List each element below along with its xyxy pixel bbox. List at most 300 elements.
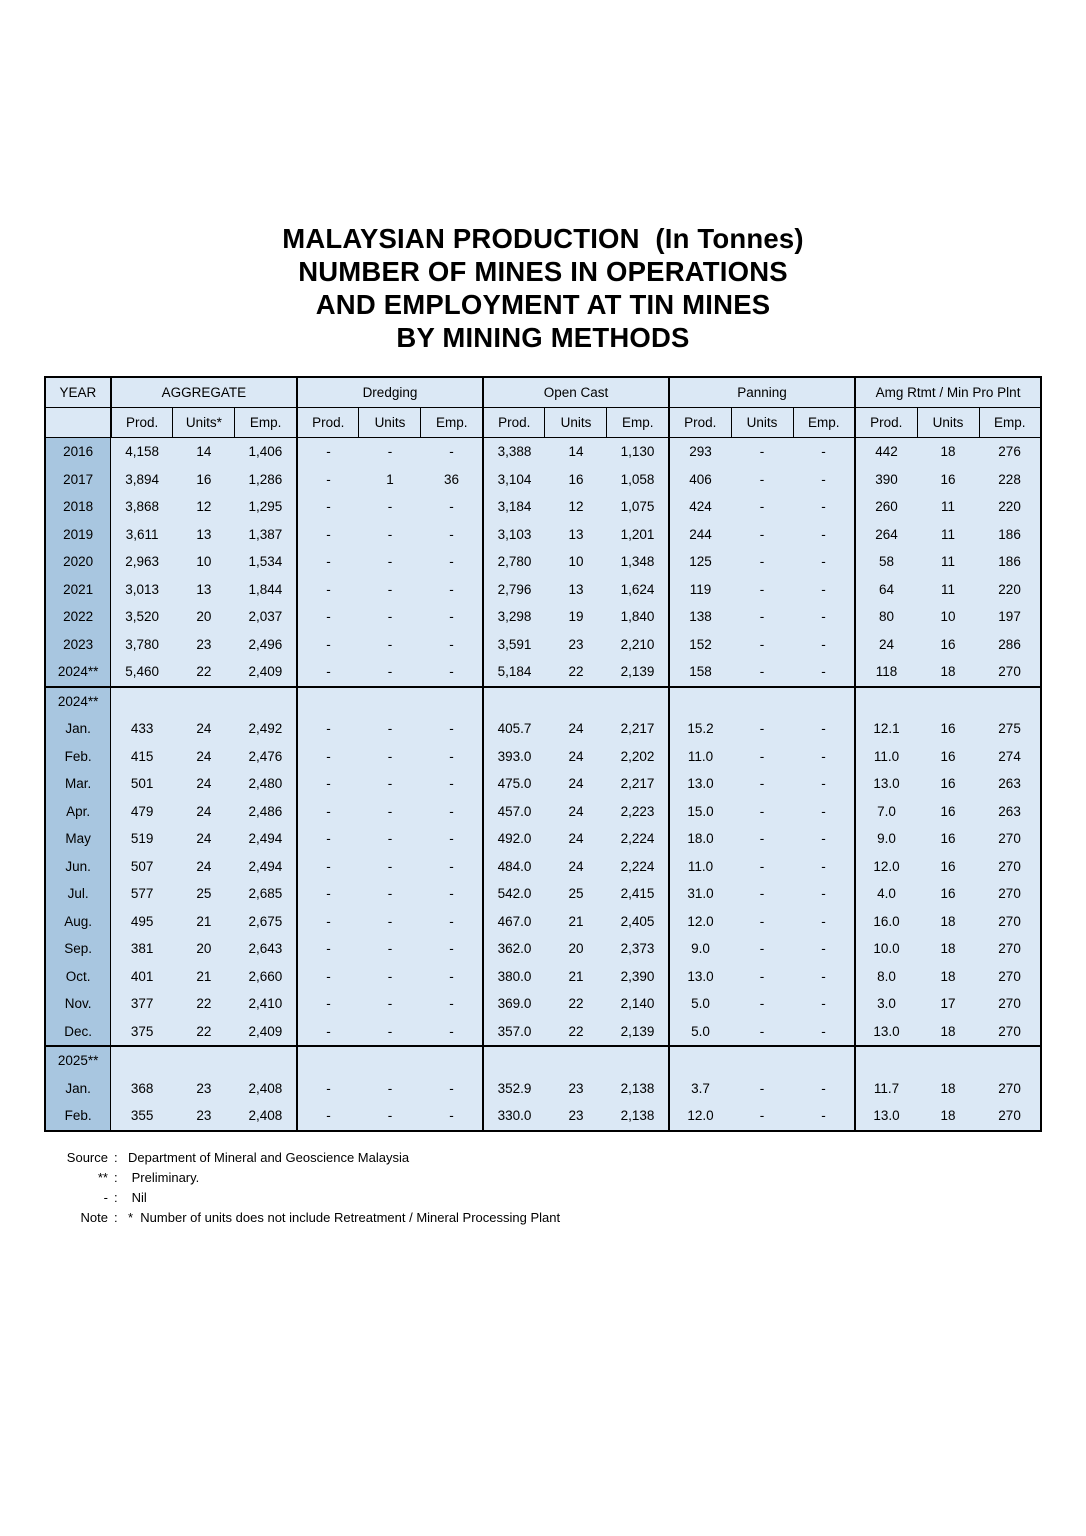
cell-panning-emp: - xyxy=(793,853,855,881)
cell-panning-prod xyxy=(669,687,731,716)
cell-amalgam-prod: 13.0 xyxy=(855,770,917,798)
cell-dredging-units: - xyxy=(359,825,421,853)
cell-amalgam-units: 11 xyxy=(917,521,979,549)
table-row xyxy=(45,990,1041,1018)
row-period-label: 2024** xyxy=(45,687,111,716)
title-line-3: AND EMPLOYMENT AT TIN MINES xyxy=(315,289,771,320)
cell-panning-units: - xyxy=(731,603,793,631)
table-row xyxy=(45,908,1041,936)
cell-amalgam-prod: 12.0 xyxy=(855,853,917,881)
cell-amalgam-units: 10 xyxy=(917,603,979,631)
cell-opencast-units: 10 xyxy=(545,548,607,576)
note-colon: : xyxy=(114,1169,118,1185)
note-colon: : xyxy=(114,1149,118,1165)
cell-aggregate-units: 23 xyxy=(173,631,235,659)
cell-panning-units: - xyxy=(731,631,793,659)
cell-amalgam-emp xyxy=(979,1046,1041,1075)
cell-opencast-prod: 484.0 xyxy=(483,853,545,881)
cell-amalgam-emp: 270 xyxy=(979,935,1041,963)
cell-opencast-prod: 352.9 xyxy=(483,1075,545,1103)
cell-panning-units: - xyxy=(731,963,793,991)
cell-aggregate-prod: 3,611 xyxy=(111,521,173,549)
cell-aggregate-emp: 2,037 xyxy=(235,603,297,631)
cell-aggregate-emp: 1,295 xyxy=(235,493,297,521)
cell-aggregate-prod: 401 xyxy=(111,963,173,991)
cell-dredging-prod: - xyxy=(297,658,359,687)
cell-opencast-emp: 2,217 xyxy=(607,715,669,743)
row-period-label: 2025** xyxy=(45,1046,111,1075)
row-period-label: Apr. xyxy=(45,798,111,826)
cell-dredging-prod: - xyxy=(297,935,359,963)
cell-amalgam-units: 16 xyxy=(917,466,979,494)
cell-amalgam-emp: 197 xyxy=(979,603,1041,631)
cell-panning-units xyxy=(731,687,793,716)
cell-opencast-units: 24 xyxy=(545,770,607,798)
cell-amalgam-emp: 270 xyxy=(979,880,1041,908)
cell-dredging-emp: - xyxy=(421,1018,483,1047)
cell-opencast-prod: 3,104 xyxy=(483,466,545,494)
cell-opencast-prod: 5,184 xyxy=(483,658,545,687)
cell-opencast-prod: 3,184 xyxy=(483,493,545,521)
cell-dredging-emp: - xyxy=(421,963,483,991)
cell-aggregate-units: 12 xyxy=(173,493,235,521)
cell-opencast-emp: 2,405 xyxy=(607,908,669,936)
cell-amalgam-units: 11 xyxy=(917,493,979,521)
cell-amalgam-prod: 260 xyxy=(855,493,917,521)
cell-aggregate-units xyxy=(173,1046,235,1075)
cell-opencast-units: 24 xyxy=(545,825,607,853)
cell-dredging-units: - xyxy=(359,880,421,908)
cell-amalgam-prod: 9.0 xyxy=(855,825,917,853)
cell-amalgam-prod: 442 xyxy=(855,438,917,466)
note-row xyxy=(50,1168,1036,1188)
cell-aggregate-emp: 2,494 xyxy=(235,853,297,881)
row-period-label: 2018 xyxy=(45,493,111,521)
cell-aggregate-units: 22 xyxy=(173,1018,235,1047)
cell-opencast-emp: 1,058 xyxy=(607,466,669,494)
cell-dredging-prod: - xyxy=(297,521,359,549)
cell-dredging-units: - xyxy=(359,743,421,771)
cell-aggregate-prod: 5,460 xyxy=(111,658,173,687)
cell-panning-units: - xyxy=(731,743,793,771)
cell-opencast-emp: 1,840 xyxy=(607,603,669,631)
cell-amalgam-prod: 64 xyxy=(855,576,917,604)
table-row xyxy=(45,963,1041,991)
cell-amalgam-units: 18 xyxy=(917,1075,979,1103)
cell-dredging-emp: - xyxy=(421,798,483,826)
cell-aggregate-prod: 577 xyxy=(111,880,173,908)
cell-aggregate-prod: 507 xyxy=(111,853,173,881)
note-label: Note xyxy=(80,1209,108,1225)
row-period-label: Jul. xyxy=(45,880,111,908)
cell-amalgam-emp: 270 xyxy=(979,658,1041,687)
note-row xyxy=(50,1188,1036,1208)
header-year: YEAR xyxy=(45,377,111,408)
cell-dredging-prod: - xyxy=(297,715,359,743)
cell-dredging-emp: - xyxy=(421,990,483,1018)
cell-dredging-units: - xyxy=(359,935,421,963)
cell-panning-emp: - xyxy=(793,990,855,1018)
cell-aggregate-prod: 377 xyxy=(111,990,173,1018)
cell-amalgam-emp: 220 xyxy=(979,493,1041,521)
row-period-label: 2017 xyxy=(45,466,111,494)
cell-opencast-units: 22 xyxy=(545,1018,607,1047)
table-row xyxy=(45,548,1041,576)
table-row xyxy=(45,1102,1041,1131)
cell-amalgam-emp: 220 xyxy=(979,576,1041,604)
cell-panning-emp: - xyxy=(793,603,855,631)
cell-aggregate-emp: 2,480 xyxy=(235,770,297,798)
cell-dredging-emp: - xyxy=(421,576,483,604)
row-period-label: Dec. xyxy=(45,1018,111,1047)
header-group-aggregate: AGGREGATE xyxy=(111,377,297,408)
cell-opencast-emp: 2,139 xyxy=(607,1018,669,1047)
row-period-label: Nov. xyxy=(45,990,111,1018)
row-period-label: May xyxy=(45,825,111,853)
note-row xyxy=(50,1208,1036,1228)
cell-aggregate-emp: 1,406 xyxy=(235,438,297,466)
cell-opencast-emp: 2,415 xyxy=(607,880,669,908)
cell-opencast-prod: 3,591 xyxy=(483,631,545,659)
cell-panning-units: - xyxy=(731,770,793,798)
cell-aggregate-prod: 3,894 xyxy=(111,466,173,494)
table-row xyxy=(45,825,1041,853)
cell-amalgam-emp: 263 xyxy=(979,770,1041,798)
cell-aggregate-units: 24 xyxy=(173,825,235,853)
cell-amalgam-units xyxy=(917,687,979,716)
cell-dredging-emp: - xyxy=(421,521,483,549)
row-period-label: Sep. xyxy=(45,935,111,963)
table-body xyxy=(45,438,1041,1131)
cell-panning-emp: - xyxy=(793,963,855,991)
cell-dredging-emp: - xyxy=(421,603,483,631)
cell-panning-prod: 424 xyxy=(669,493,731,521)
cell-opencast-emp: 1,348 xyxy=(607,548,669,576)
cell-aggregate-prod: 3,868 xyxy=(111,493,173,521)
cell-panning-prod: 13.0 xyxy=(669,770,731,798)
title-line-1: MALAYSIAN PRODUCTION (In Tonnes) xyxy=(282,223,804,254)
cell-dredging-prod: - xyxy=(297,770,359,798)
cell-aggregate-emp: 2,496 xyxy=(235,631,297,659)
cell-panning-prod: 3.7 xyxy=(669,1075,731,1103)
cell-panning-emp: - xyxy=(793,715,855,743)
cell-dredging-emp: - xyxy=(421,493,483,521)
cell-panning-prod: 12.0 xyxy=(669,1102,731,1131)
note-colon: : xyxy=(114,1189,118,1205)
table-row xyxy=(45,603,1041,631)
row-period-label: 2019 xyxy=(45,521,111,549)
cell-panning-units: - xyxy=(731,438,793,466)
cell-opencast-prod xyxy=(483,687,545,716)
cell-opencast-emp xyxy=(607,687,669,716)
row-period-label: Feb. xyxy=(45,743,111,771)
note-label: Source xyxy=(66,1149,108,1165)
cell-dredging-units: - xyxy=(359,770,421,798)
cell-panning-prod: 119 xyxy=(669,576,731,604)
cell-dredging-units: - xyxy=(359,1075,421,1103)
cell-aggregate-prod: 381 xyxy=(111,935,173,963)
table-row xyxy=(45,1046,1041,1075)
header-group-amalgam: Amg Rtmt / Min Pro Plnt xyxy=(855,377,1041,408)
cell-opencast-emp: 2,224 xyxy=(607,853,669,881)
cell-amalgam-prod: 10.0 xyxy=(855,935,917,963)
cell-dredging-units xyxy=(359,687,421,716)
cell-opencast-units: 24 xyxy=(545,853,607,881)
cell-aggregate-prod: 3,013 xyxy=(111,576,173,604)
cell-dredging-prod: - xyxy=(297,603,359,631)
cell-dredging-prod: - xyxy=(297,798,359,826)
table-row xyxy=(45,715,1041,743)
cell-aggregate-prod: 368 xyxy=(111,1075,173,1103)
cell-aggregate-emp xyxy=(235,1046,297,1075)
cell-panning-emp: - xyxy=(793,631,855,659)
cell-aggregate-emp: 2,410 xyxy=(235,990,297,1018)
cell-aggregate-emp: 2,660 xyxy=(235,963,297,991)
cell-opencast-prod: 3,298 xyxy=(483,603,545,631)
note-colon: : xyxy=(114,1209,118,1225)
cell-amalgam-units: 11 xyxy=(917,548,979,576)
table-row xyxy=(45,438,1041,466)
row-period-label: Jun. xyxy=(45,853,111,881)
cell-dredging-prod: - xyxy=(297,853,359,881)
subheader-opencast-emp: Emp. xyxy=(607,408,669,438)
cell-amalgam-emp xyxy=(979,687,1041,716)
cell-aggregate-emp: 1,387 xyxy=(235,521,297,549)
cell-aggregate-prod xyxy=(111,1046,173,1075)
row-period-label: Jan. xyxy=(45,715,111,743)
cell-aggregate-units: 22 xyxy=(173,658,235,687)
cell-dredging-prod: - xyxy=(297,1075,359,1103)
cell-dredging-units: - xyxy=(359,438,421,466)
cell-dredging-prod xyxy=(297,1046,359,1075)
table-row xyxy=(45,743,1041,771)
cell-dredging-prod: - xyxy=(297,466,359,494)
cell-panning-prod: 18.0 xyxy=(669,825,731,853)
cell-dredging-prod: - xyxy=(297,880,359,908)
cell-panning-prod: 5.0 xyxy=(669,1018,731,1047)
cell-dredging-emp: - xyxy=(421,880,483,908)
cell-opencast-units: 16 xyxy=(545,466,607,494)
cell-opencast-prod: 2,780 xyxy=(483,548,545,576)
cell-panning-emp: - xyxy=(793,658,855,687)
cell-amalgam-units: 16 xyxy=(917,825,979,853)
cell-opencast-emp: 1,075 xyxy=(607,493,669,521)
cell-dredging-emp: 36 xyxy=(421,466,483,494)
cell-opencast-units: 22 xyxy=(545,990,607,1018)
cell-dredging-emp: - xyxy=(421,631,483,659)
cell-aggregate-emp: 2,492 xyxy=(235,715,297,743)
cell-panning-emp: - xyxy=(793,880,855,908)
cell-amalgam-units: 16 xyxy=(917,880,979,908)
page-title xyxy=(0,0,1086,354)
cell-opencast-prod: 2,796 xyxy=(483,576,545,604)
cell-aggregate-units: 24 xyxy=(173,770,235,798)
cell-opencast-emp: 2,138 xyxy=(607,1102,669,1131)
cell-dredging-emp: - xyxy=(421,770,483,798)
cell-amalgam-prod: 13.0 xyxy=(855,1018,917,1047)
cell-dredging-units: - xyxy=(359,603,421,631)
cell-opencast-prod: 467.0 xyxy=(483,908,545,936)
title-line-2: NUMBER OF MINES IN OPERATIONS xyxy=(298,256,788,287)
table-row xyxy=(45,770,1041,798)
cell-opencast-prod: 393.0 xyxy=(483,743,545,771)
cell-opencast-emp xyxy=(607,1046,669,1075)
cell-aggregate-emp: 2,486 xyxy=(235,798,297,826)
cell-aggregate-prod: 2,963 xyxy=(111,548,173,576)
cell-aggregate-prod: 3,520 xyxy=(111,603,173,631)
subheader-dredging-emp: Emp. xyxy=(421,408,483,438)
cell-aggregate-units: 24 xyxy=(173,743,235,771)
cell-panning-units: - xyxy=(731,853,793,881)
cell-dredging-units: - xyxy=(359,853,421,881)
cell-dredging-units: 1 xyxy=(359,466,421,494)
cell-amalgam-emp: 270 xyxy=(979,990,1041,1018)
row-period-label: 2023 xyxy=(45,631,111,659)
cell-opencast-emp: 2,139 xyxy=(607,658,669,687)
cell-aggregate-emp: 1,534 xyxy=(235,548,297,576)
cell-panning-emp: - xyxy=(793,1075,855,1103)
cell-opencast-units xyxy=(545,687,607,716)
cell-dredging-units: - xyxy=(359,576,421,604)
cell-dredging-prod: - xyxy=(297,990,359,1018)
cell-dredging-emp: - xyxy=(421,658,483,687)
cell-dredging-prod: - xyxy=(297,1102,359,1131)
cell-aggregate-prod: 4,158 xyxy=(111,438,173,466)
cell-opencast-units: 20 xyxy=(545,935,607,963)
cell-aggregate-prod: 519 xyxy=(111,825,173,853)
cell-aggregate-units: 24 xyxy=(173,798,235,826)
cell-amalgam-units: 16 xyxy=(917,798,979,826)
cell-panning-emp: - xyxy=(793,1102,855,1131)
cell-aggregate-emp: 2,409 xyxy=(235,658,297,687)
note-label: - xyxy=(103,1189,108,1205)
cell-amalgam-units: 18 xyxy=(917,963,979,991)
cell-aggregate-emp: 2,685 xyxy=(235,880,297,908)
cell-amalgam-prod xyxy=(855,1046,917,1075)
cell-opencast-emp: 2,224 xyxy=(607,825,669,853)
cell-amalgam-prod: 24 xyxy=(855,631,917,659)
subheader-opencast-units: Units xyxy=(545,408,607,438)
cell-aggregate-emp: 2,409 xyxy=(235,1018,297,1047)
cell-dredging-prod: - xyxy=(297,631,359,659)
cell-dredging-units: - xyxy=(359,990,421,1018)
cell-amalgam-emp: 270 xyxy=(979,1018,1041,1047)
header-group-open-cast: Open Cast xyxy=(483,377,669,408)
cell-panning-emp: - xyxy=(793,548,855,576)
cell-panning-prod: 11.0 xyxy=(669,853,731,881)
cell-panning-prod: 31.0 xyxy=(669,880,731,908)
table-row xyxy=(45,1018,1041,1047)
cell-amalgam-units: 18 xyxy=(917,935,979,963)
cell-panning-prod: 13.0 xyxy=(669,963,731,991)
cell-amalgam-emp: 263 xyxy=(979,798,1041,826)
cell-panning-prod: 244 xyxy=(669,521,731,549)
subheader-aggregate-emp: Emp. xyxy=(235,408,297,438)
subheader-panning-prod: Prod. xyxy=(669,408,731,438)
cell-opencast-prod: 330.0 xyxy=(483,1102,545,1131)
cell-panning-prod: 138 xyxy=(669,603,731,631)
cell-dredging-units: - xyxy=(359,521,421,549)
cell-panning-prod: 5.0 xyxy=(669,990,731,1018)
cell-aggregate-units: 20 xyxy=(173,935,235,963)
cell-dredging-prod: - xyxy=(297,548,359,576)
cell-amalgam-units: 17 xyxy=(917,990,979,1018)
cell-aggregate-prod: 433 xyxy=(111,715,173,743)
cell-dredging-emp: - xyxy=(421,715,483,743)
table-row xyxy=(45,880,1041,908)
cell-panning-prod xyxy=(669,1046,731,1075)
cell-aggregate-emp: 1,844 xyxy=(235,576,297,604)
cell-amalgam-units: 16 xyxy=(917,631,979,659)
cell-opencast-units: 24 xyxy=(545,743,607,771)
cell-opencast-units: 22 xyxy=(545,658,607,687)
cell-opencast-prod: 405.7 xyxy=(483,715,545,743)
cell-opencast-prod: 3,103 xyxy=(483,521,545,549)
cell-opencast-units: 25 xyxy=(545,880,607,908)
cell-opencast-prod: 369.0 xyxy=(483,990,545,1018)
cell-panning-emp: - xyxy=(793,521,855,549)
cell-dredging-emp: - xyxy=(421,908,483,936)
cell-aggregate-units: 25 xyxy=(173,880,235,908)
row-period-label: 2016 xyxy=(45,438,111,466)
cell-amalgam-units: 18 xyxy=(917,908,979,936)
cell-opencast-emp: 2,210 xyxy=(607,631,669,659)
cell-opencast-units: 24 xyxy=(545,715,607,743)
cell-opencast-units: 24 xyxy=(545,798,607,826)
cell-opencast-units: 14 xyxy=(545,438,607,466)
cell-dredging-units: - xyxy=(359,548,421,576)
cell-dredging-units: - xyxy=(359,908,421,936)
cell-dredging-prod: - xyxy=(297,743,359,771)
cell-opencast-units: 19 xyxy=(545,603,607,631)
cell-dredging-units: - xyxy=(359,963,421,991)
cell-opencast-prod: 380.0 xyxy=(483,963,545,991)
cell-amalgam-emp: 270 xyxy=(979,825,1041,853)
cell-aggregate-emp xyxy=(235,687,297,716)
row-period-label: Aug. xyxy=(45,908,111,936)
cell-dredging-units: - xyxy=(359,715,421,743)
cell-opencast-units: 12 xyxy=(545,493,607,521)
cell-amalgam-units: 18 xyxy=(917,1102,979,1131)
cell-panning-units: - xyxy=(731,798,793,826)
cell-aggregate-emp: 1,286 xyxy=(235,466,297,494)
cell-dredging-units: - xyxy=(359,493,421,521)
cell-opencast-units: 23 xyxy=(545,1102,607,1131)
cell-opencast-emp: 2,390 xyxy=(607,963,669,991)
cell-amalgam-units: 18 xyxy=(917,658,979,687)
table-row xyxy=(45,1075,1041,1103)
note-text: Nil xyxy=(128,1189,147,1205)
cell-dredging-prod: - xyxy=(297,438,359,466)
cell-amalgam-prod: 390 xyxy=(855,466,917,494)
cell-aggregate-units: 21 xyxy=(173,963,235,991)
note-row xyxy=(50,1148,1036,1168)
cell-aggregate-units: 23 xyxy=(173,1075,235,1103)
cell-panning-prod: 293 xyxy=(669,438,731,466)
cell-amalgam-emp: 186 xyxy=(979,521,1041,549)
cell-amalgam-emp: 270 xyxy=(979,1075,1041,1103)
cell-panning-units: - xyxy=(731,880,793,908)
cell-dredging-units xyxy=(359,1046,421,1075)
header-group-panning: Panning xyxy=(669,377,855,408)
cell-aggregate-prod: 375 xyxy=(111,1018,173,1047)
cell-panning-units: - xyxy=(731,1102,793,1131)
title-line-4: BY MINING METHODS xyxy=(396,322,690,353)
header-group-dredging: Dredging xyxy=(297,377,483,408)
subheader-year-blank xyxy=(45,408,111,438)
subheader-panning-units: Units xyxy=(731,408,793,438)
table-group-header-row xyxy=(45,377,1041,408)
